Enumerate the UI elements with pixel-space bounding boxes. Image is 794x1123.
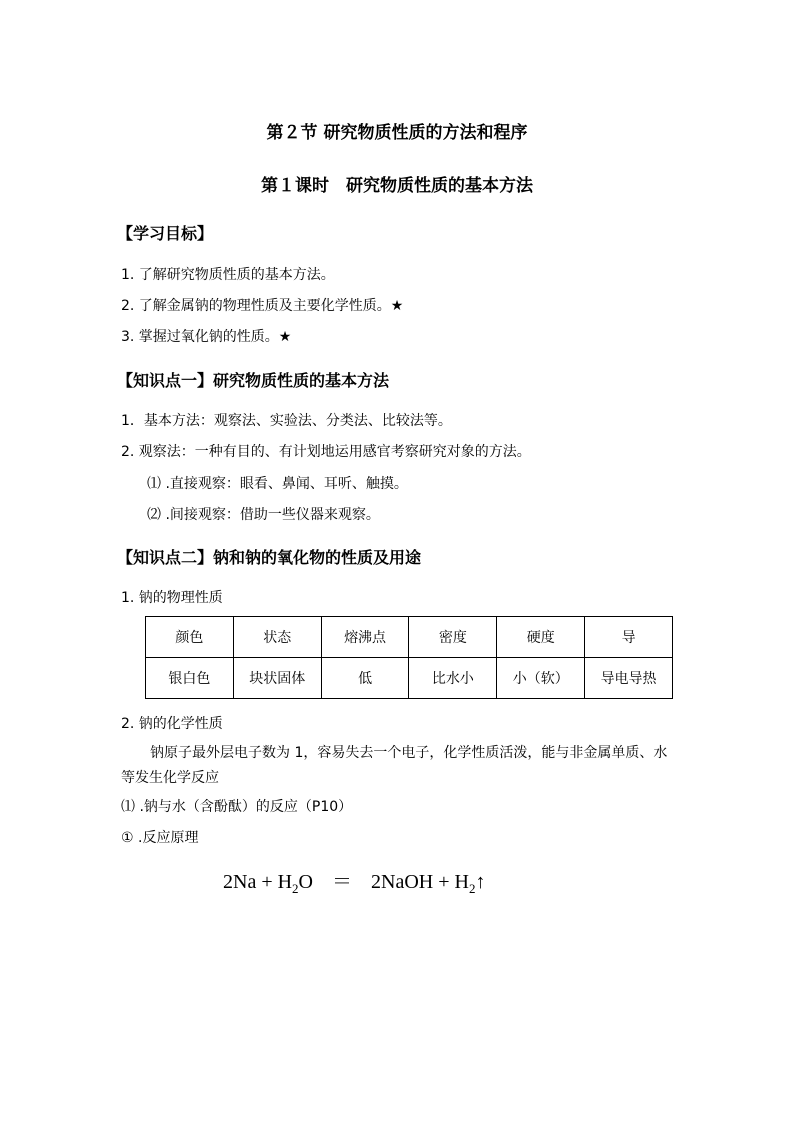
table-header-cell: 状态 <box>233 617 321 658</box>
equation-subscript: 2 <box>468 881 476 896</box>
lesson-title: 第１课时 研究物质性质的基本方法 <box>261 176 533 196</box>
knowledge-one-sub-1: ⑴ .直接观察：眼看、鼻闻、耳听、触摸。 <box>147 476 408 492</box>
section-title: 第２节 研究物质性质的方法和程序 <box>266 123 528 143</box>
table-header-cell: 导 <box>585 617 673 658</box>
objective-item-1: 1. 了解研究物质性质的基本方法。 <box>121 267 335 283</box>
knowledge-two-heading: 【知识点二】钠和钠的氧化物的性质及用途 <box>117 548 422 567</box>
gas-arrow-icon: ↑ <box>475 871 486 893</box>
principle-heading: ① .反应原理 <box>121 830 199 846</box>
objectives-heading: 【学习目标】 <box>117 224 214 243</box>
knowledge-one-item-1: 1．基本方法：观察法、实验法、分类法、比较法等。 <box>121 413 452 429</box>
table-cell: 比水小 <box>409 658 497 699</box>
equation-products: 2NaOH + H <box>371 871 469 893</box>
equation-equals: ＝ <box>332 871 352 893</box>
reaction-heading: ⑴ .钠与水（含酚酞）的反应（P10） <box>121 799 353 815</box>
equation-subscript: 2 <box>292 881 299 896</box>
sodium-physical-properties-table <box>145 616 673 699</box>
knowledge-two-item-2: 2. 钠的化学性质 <box>121 716 223 732</box>
table-cell: 低 <box>321 658 409 699</box>
table-row <box>146 658 673 699</box>
knowledge-one-item-2: 2. 观察法：一种有目的、有计划地运用感官考察研究对象的方法。 <box>121 444 531 460</box>
table-header-cell: 熔沸点 <box>321 617 409 658</box>
table-header-cell: 颜色 <box>146 617 234 658</box>
table-cell: 银白色 <box>146 658 234 699</box>
table-header-row <box>146 617 673 658</box>
objective-item-2: 2. 了解金属钠的物理性质及主要化学性质。★ <box>121 298 404 314</box>
chemical-equation <box>223 865 485 897</box>
equation-reactant-tail: O <box>298 871 313 893</box>
sodium-chemistry-paragraph: 钠原子最外层电子数为 1，容易失去一个电子，化学性质活泼，能与非金属单质、水等发生化学反应 <box>121 745 668 786</box>
table-cell: 导电导热 <box>585 658 673 699</box>
knowledge-one-sub-2: ⑵ .间接观察：借助一些仪器来观察。 <box>147 507 380 523</box>
knowledge-one-heading: 【知识点一】研究物质性质的基本方法 <box>117 371 390 390</box>
table-cell: 块状固体 <box>233 658 321 699</box>
table-header-cell: 硬度 <box>497 617 585 658</box>
table-cell: 小（软） <box>497 658 585 699</box>
equation-reactants: 2Na + H <box>223 871 293 893</box>
knowledge-two-item-1: 1. 钠的物理性质 <box>121 590 223 606</box>
table-header-cell: 密度 <box>409 617 497 658</box>
objective-item-3: 3. 掌握过氧化钠的性质。★ <box>121 329 292 345</box>
